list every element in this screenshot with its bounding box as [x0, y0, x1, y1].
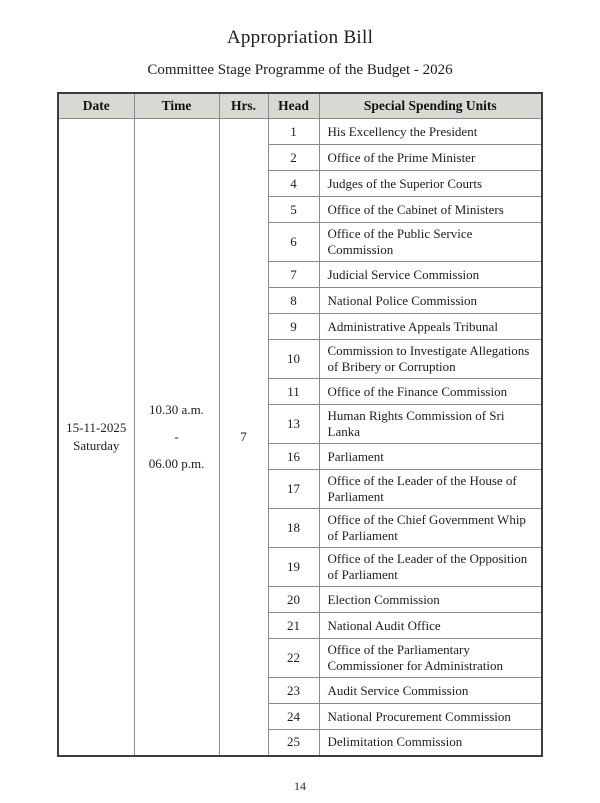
time-end: 06.00 p.m. [148, 456, 205, 472]
head-number-cell: 8 [268, 288, 319, 314]
head-number-cell: 22 [268, 639, 319, 678]
column-header-date: Date [58, 93, 134, 119]
head-number-cell: 4 [268, 171, 319, 197]
head-number-cell: 13 [268, 405, 319, 444]
spending-unit-cell: Office of the Prime Minister [319, 145, 542, 171]
spending-unit-cell: Election Commission [319, 587, 542, 613]
time-separator: - [174, 429, 179, 445]
spending-unit-cell: Judicial Service Commission [319, 262, 542, 288]
hours-cell: 7 [219, 119, 268, 756]
head-number-cell: 5 [268, 197, 319, 223]
head-number-cell: 19 [268, 548, 319, 587]
spending-unit-cell: Office of the Leader of the Opposition of Parliament [319, 548, 542, 587]
spending-unit-cell: Audit Service Commission [319, 678, 542, 704]
spending-unit-cell: Parliament [319, 444, 542, 470]
spending-unit-cell: Office of the Finance Commission [319, 379, 542, 405]
head-number-cell: 25 [268, 730, 319, 756]
head-number-cell: 23 [268, 678, 319, 704]
spending-unit-cell: Office of the Chief Government Whip of Parliament [319, 509, 542, 548]
head-number-cell: 6 [268, 223, 319, 262]
spending-unit-cell: Judges of the Superior Courts [319, 171, 542, 197]
head-number-cell: 7 [268, 262, 319, 288]
table-row [58, 119, 542, 145]
date-day: Saturday [73, 437, 120, 453]
page-subtitle: Committee Stage Programme of the Budget - 2026 [147, 62, 453, 78]
time-start: 10.30 a.m. [149, 402, 204, 418]
page-number: 14 [294, 778, 306, 793]
spending-unit-cell: Office of the Public Service Commission [319, 223, 542, 262]
spending-unit-cell: Office of the Cabinet of Ministers [319, 197, 542, 223]
head-number-cell: 21 [268, 613, 319, 639]
head-number-cell: 2 [268, 145, 319, 171]
head-number-cell: 18 [268, 509, 319, 548]
head-number-cell: 16 [268, 444, 319, 470]
head-number-cell: 24 [268, 704, 319, 730]
spending-unit-cell: Office of the Leader of the House of Parliament [319, 470, 542, 509]
date-cell [58, 119, 134, 756]
column-header-hrs: Hrs. [219, 93, 268, 119]
date-value: 15-11-2025 [66, 419, 127, 435]
head-number-cell: 20 [268, 587, 319, 613]
head-number-cell: 11 [268, 379, 319, 405]
column-header-time: Time [134, 93, 219, 119]
table-header-row [58, 93, 542, 119]
column-header-head: Head [268, 93, 319, 119]
spending-unit-cell: Administrative Appeals Tribunal [319, 314, 542, 340]
table-body [58, 119, 542, 756]
head-number-cell: 10 [268, 340, 319, 379]
spending-unit-cell: Human Rights Commission of Sri Lanka [319, 405, 542, 444]
spending-unit-cell: National Audit Office [319, 613, 542, 639]
head-number-cell: 9 [268, 314, 319, 340]
head-number-cell: 17 [268, 470, 319, 509]
spending-unit-cell: His Excellency the President [319, 119, 542, 145]
page-title: Appropriation Bill [226, 27, 374, 48]
spending-unit-cell: National Procurement Commission [319, 704, 542, 730]
spending-unit-cell: Office of the Parliamentary Commissioner for Administration [319, 639, 542, 678]
head-number-cell: 1 [268, 119, 319, 145]
budget-schedule-table [57, 92, 543, 757]
time-cell [134, 119, 219, 756]
spending-unit-cell: Delimitation Commission [319, 730, 542, 756]
column-header-special-spending-units: Special Spending Units [319, 93, 542, 119]
spending-unit-cell: Commission to Investigate Allegations of Bribery or Corruption [319, 340, 542, 379]
spending-unit-cell: National Police Commission [319, 288, 542, 314]
